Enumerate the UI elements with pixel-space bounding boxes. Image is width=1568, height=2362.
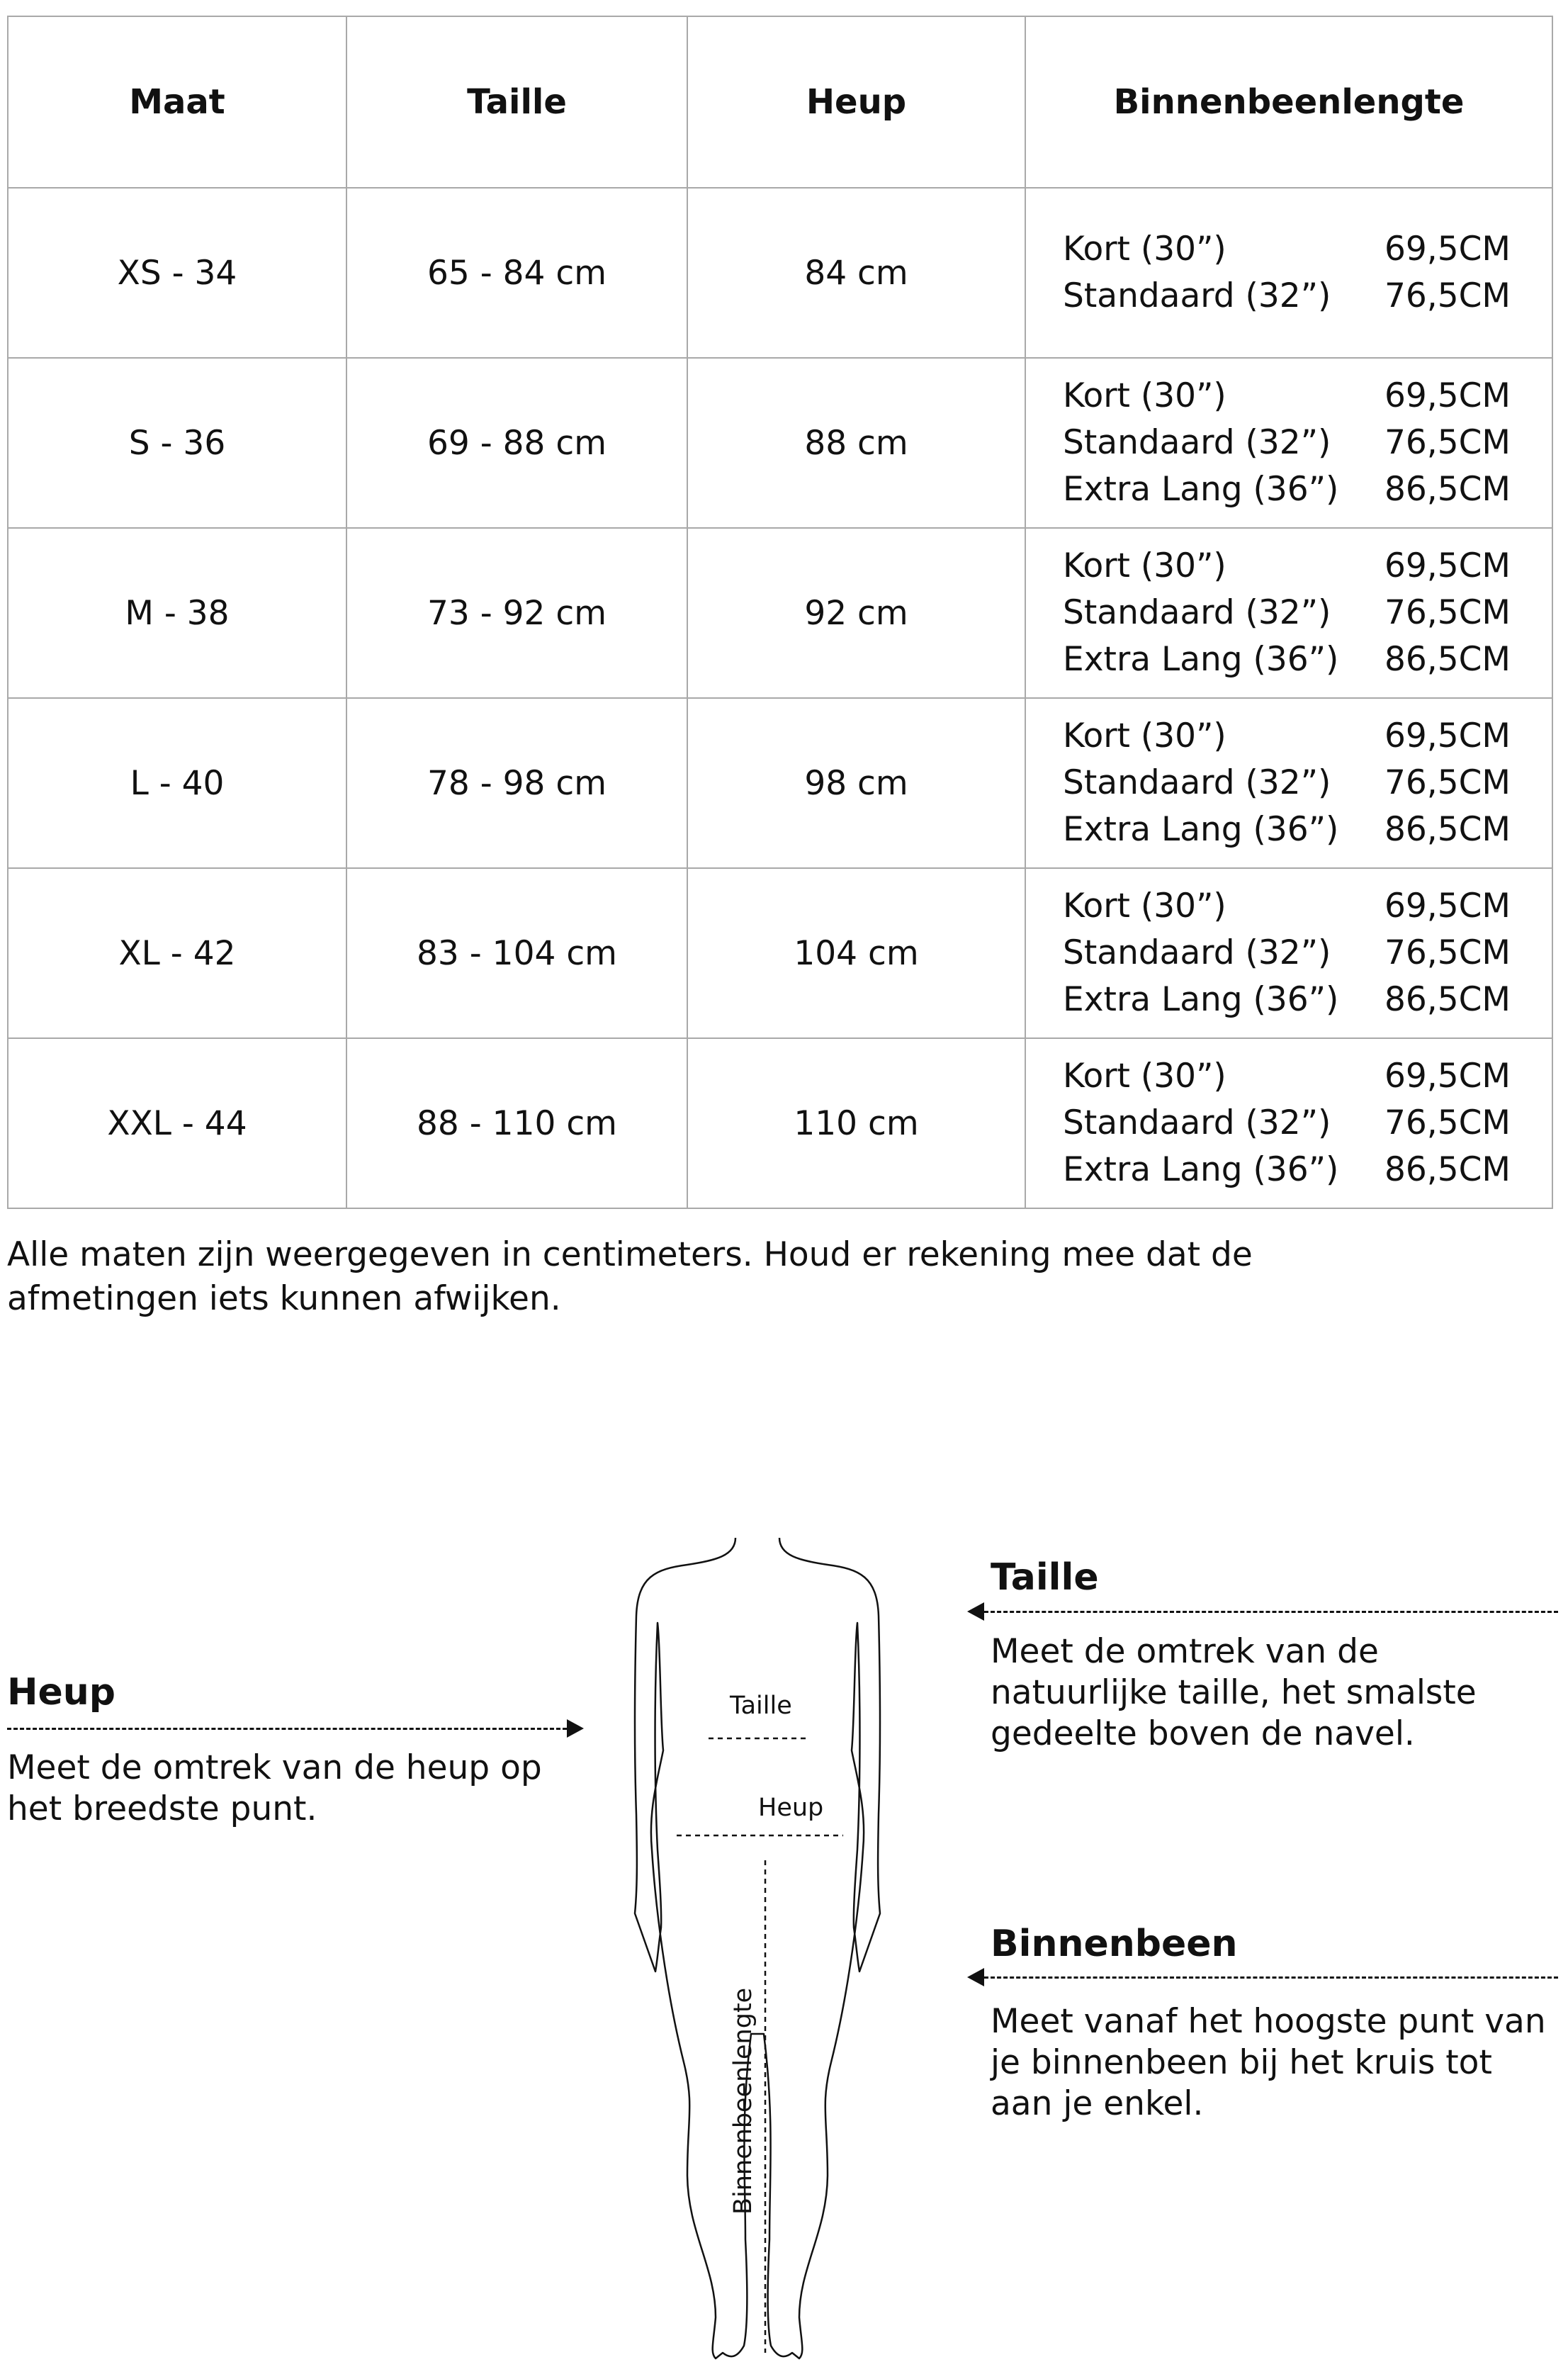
inseam-value: 69,5CM [1384, 887, 1511, 926]
cell-heup: 88 cm [687, 358, 1025, 528]
cell-heup: 110 cm [687, 1038, 1025, 1208]
inseam-item [1063, 807, 1511, 853]
body-figure-illustration [616, 1538, 900, 2360]
inseam-item [1063, 637, 1511, 682]
inseam-value: 69,5CM [1384, 546, 1511, 585]
inseam-label: Kort (30”) [1063, 546, 1226, 585]
taille-description: Meet de omtrek van de natuurlijke taille, het smalste gedeelte boven de navel. [991, 1632, 1477, 1753]
inseam-item [1063, 1147, 1511, 1193]
inseam-item [1063, 977, 1511, 1023]
arrow-right-icon [567, 1719, 584, 1738]
inseam-item [1063, 760, 1511, 806]
cell-taille: 65 - 84 cm [346, 188, 687, 358]
inseam-value: 76,5CM [1384, 933, 1511, 972]
inseam-list [1026, 714, 1552, 853]
table-row [8, 1038, 1552, 1208]
inseam-item [1063, 274, 1511, 319]
inseam-label: Kort (30”) [1063, 230, 1226, 269]
inseam-value: 76,5CM [1384, 423, 1511, 462]
heup-description: Meet de omtrek van de heup op het breedste punt. [7, 1748, 542, 1828]
table-row [8, 698, 1552, 868]
cell-maat: XL - 42 [8, 868, 346, 1038]
header-taille: Taille [346, 16, 687, 188]
table-row [8, 358, 1552, 528]
inseam-item [1063, 373, 1511, 419]
inseam-label: Standaard (32”) [1063, 593, 1331, 632]
inseam-label: Extra Lang (36”) [1063, 640, 1339, 679]
header-heup: Heup [687, 16, 1025, 188]
inseam-value: 86,5CM [1384, 980, 1511, 1019]
cell-taille: 69 - 88 cm [346, 358, 687, 528]
inseam-list [1026, 1054, 1552, 1193]
size-chart-table [7, 16, 1553, 1209]
cell-maat: M - 38 [8, 528, 346, 698]
inseam-item [1063, 1054, 1511, 1099]
cell-binnenbeenlengte [1025, 698, 1552, 868]
cell-heup: 92 cm [687, 528, 1025, 698]
cell-taille: 73 - 92 cm [346, 528, 687, 698]
inseam-value: 86,5CM [1384, 470, 1511, 509]
inseam-label: Extra Lang (36”) [1063, 1150, 1339, 1189]
inseam-value: 76,5CM [1384, 763, 1511, 802]
arrow-left-icon [967, 1968, 984, 1986]
inseam-value: 76,5CM [1384, 593, 1511, 632]
inseam-item [1063, 714, 1511, 759]
table-header-row [8, 16, 1552, 188]
heup-heading: Heup [7, 1671, 116, 1714]
cell-taille: 78 - 98 cm [346, 698, 687, 868]
taille-dashed-line [984, 1611, 1558, 1613]
inseam-label: Kort (30”) [1063, 716, 1226, 755]
inseam-item [1063, 467, 1511, 512]
inseam-value: 69,5CM [1384, 716, 1511, 755]
inseam-value: 86,5CM [1384, 810, 1511, 849]
inseam-value: 69,5CM [1384, 1057, 1511, 1096]
inseam-value: 86,5CM [1384, 640, 1511, 679]
inseam-item [1063, 590, 1511, 636]
inseam-label: Extra Lang (36”) [1063, 470, 1339, 509]
inseam-label: Standaard (32”) [1063, 423, 1331, 462]
cell-heup: 84 cm [687, 188, 1025, 358]
header-binnenbeenlengte: Binnenbeenlengte [1025, 16, 1552, 188]
inseam-label: Kort (30”) [1063, 376, 1226, 415]
inseam-value: 76,5CM [1384, 1103, 1511, 1142]
inseam-label: Standaard (32”) [1063, 276, 1331, 315]
inseam-label: Kort (30”) [1063, 1057, 1226, 1096]
cell-binnenbeenlengte [1025, 358, 1552, 528]
heup-dashed-line [7, 1728, 567, 1730]
inseam-item [1063, 544, 1511, 589]
figure-label-taille: Taille [730, 1692, 792, 1720]
binnenbeen-description: Meet vanaf het hoogste punt van je binnenbeen bij het kruis tot aan je enkel. [991, 2002, 1546, 2123]
body-outline [635, 1538, 880, 2358]
table-row [8, 868, 1552, 1038]
inseam-label: Kort (30”) [1063, 887, 1226, 926]
binnenbeen-heading: Binnenbeen [991, 1923, 1238, 1965]
cell-binnenbeenlengte [1025, 528, 1552, 698]
inseam-list [1026, 373, 1552, 512]
cell-binnenbeenlengte [1025, 188, 1552, 358]
cell-maat: XXL - 44 [8, 1038, 346, 1208]
inseam-list [1026, 227, 1552, 319]
inseam-item [1063, 930, 1511, 976]
inseam-label: Extra Lang (36”) [1063, 810, 1339, 849]
taille-heading: Taille [991, 1556, 1099, 1599]
cell-taille: 83 - 104 cm [346, 868, 687, 1038]
measurement-note: Alle maten zijn weergegeven in centimeters. Houd er rekening mee dat de afmetingen iets kunnen afwijken. [7, 1235, 1253, 1318]
inseam-label: Extra Lang (36”) [1063, 980, 1339, 1019]
figure-label-heup: Heup [758, 1794, 824, 1822]
inseam-label: Standaard (32”) [1063, 763, 1331, 802]
inseam-item [1063, 884, 1511, 929]
cell-taille: 88 - 110 cm [346, 1038, 687, 1208]
arrow-left-icon [967, 1602, 984, 1621]
cell-binnenbeenlengte [1025, 868, 1552, 1038]
cell-heup: 98 cm [687, 698, 1025, 868]
inseam-label: Standaard (32”) [1063, 1103, 1331, 1142]
inseam-value: 76,5CM [1384, 276, 1511, 315]
figure-label-binnenbeenlengte: Binnenbeenlengte [729, 1987, 757, 2215]
inseam-item [1063, 420, 1511, 466]
binnenbeen-dashed-line [984, 1976, 1558, 1979]
table-row [8, 188, 1552, 358]
inseam-item [1063, 227, 1511, 272]
inseam-value: 86,5CM [1384, 1150, 1511, 1189]
inseam-list [1026, 884, 1552, 1023]
inseam-label: Standaard (32”) [1063, 933, 1331, 972]
table-row [8, 528, 1552, 698]
cell-maat: XS - 34 [8, 188, 346, 358]
cell-heup: 104 cm [687, 868, 1025, 1038]
cell-maat: S - 36 [8, 358, 346, 528]
cell-maat: L - 40 [8, 698, 346, 868]
inseam-list [1026, 544, 1552, 682]
cell-binnenbeenlengte [1025, 1038, 1552, 1208]
inseam-value: 69,5CM [1384, 230, 1511, 269]
inseam-item [1063, 1101, 1511, 1146]
header-maat: Maat [8, 16, 346, 188]
inseam-value: 69,5CM [1384, 376, 1511, 415]
